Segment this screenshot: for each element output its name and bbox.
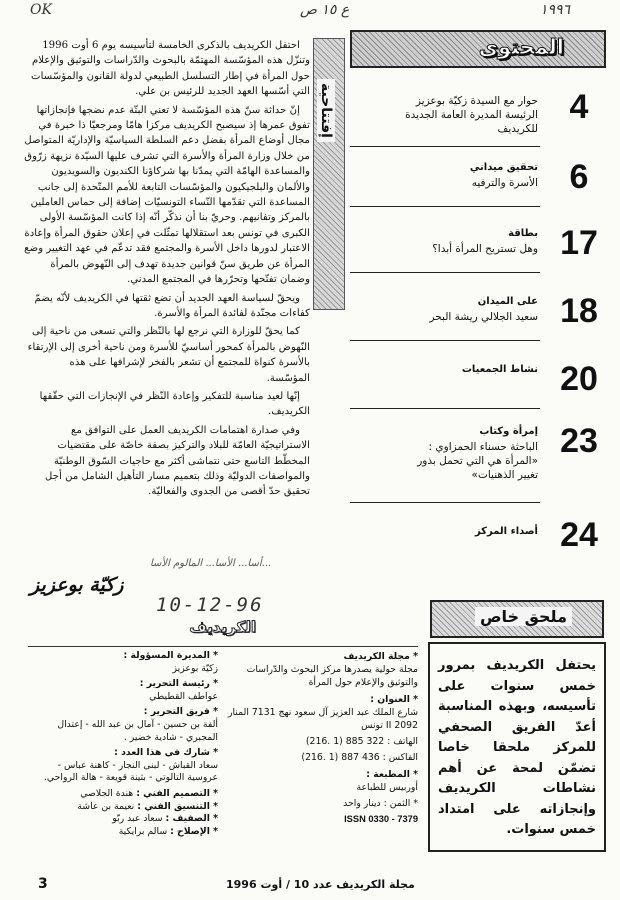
date-stamp: 10-12-96 [156,594,264,616]
colophon-entry [226,797,418,810]
toc-page-number: 18 [560,292,598,330]
toc-divider [350,408,540,409]
issue-reference: مجلة الكريديف عدد 10 / أوت 1996 [226,878,415,891]
supplement-text: يحتفل الكريديف بمرور خمس سنوات على تأسيسه، وبهذه المناسبة أعدّ الفريق الصحفي للمركز ملحقا خاصا تضمّن لمحة عن أهم نشاطات الكريديف وإنجازاته على امتداد خمس سنوات. [428,642,606,852]
page-number: 3 [38,876,48,892]
toc-line-text: للكريديف [497,123,538,135]
colophon-entry [226,768,418,794]
colophon-value: * الثمن : دينار واحد [343,798,418,810]
colophon-entry [226,751,418,764]
signature-scribble: أسا... الأسا... المالوم الأسا... [150,558,272,569]
toc-line-text: الأسرة والترفيه [471,177,538,189]
toc-divider [350,340,540,341]
handwritten-note-mid: ع ١٥ ص [300,2,350,18]
colophon-entry [32,650,218,675]
toc-category: أصداء المركز [474,526,538,537]
contents-header [350,30,606,68]
toc-line-text: الباحثة حسناء الحمزاوي : [428,441,538,453]
supplement-header [430,600,604,638]
toc-category: إمرأة وكتاب [479,426,538,437]
toc-page-number: 17 [560,224,598,262]
colophon-publisher-info [226,650,418,826]
colophon-label: * الإصلاح : [170,825,218,837]
editorial-paragraph: كما يحقّ للوزارة التي نرجع لها بالنّظر والتي تسعى من ناحية إلى النّهوض بالمرأة كمحور أساسيّ للأسرة ومن ناحية أخرى إلى الإرتقاء بالأسرة كنواة للمجتمع أن تشعر بالفخر لإشرافها على هذه المؤسّسة. [27,326,310,384]
contents-list [350,74,602,554]
colophon-label: * العنوان : [370,693,418,705]
editorial-paragraph: إنّ حداثة سنّ هذه المؤسّسة لا تعني البتّة عدم نضجها فإنجازاتها تفوق عمرها إذ سيصبح الكريديف مركزا هامّا ومرجعيّا ذا خبرة في مجال أوضاع المرأة بفضل دعم السلطة السياسيّة والإداريّة المتواصل من خلال وزارة المرأة والأسرة التي تشرف عليها السيّدة نزيهة زرّوق والمساعدة الهامّة التي يمدّنا بها شركاؤنا الكنديون والسويديون والألمان والبلجيكيون والمؤسّسات التابعة للأمم المتّحدة إلى جانب المساعدة التي تقدّمها النّساء التونسيّات إضافة إلى حماس العاملين بالمركز وتفانيهم. وحريّ بنا أن نذكّر أنّه إذا كانت المؤسّسة الأولى الكبرى في تونس بعد استقلالها تمثّلت في إعلان حقوق المرأة وإعادة الاعتبار لدورها داخل الأسرة والمجتمع فقد تدعّم في عهد التغيير وضع المرأة عن طريق سنّ قوانين جديدة تهدف إلى النّهوض بالمرأة وضمان تفتّحها وتحرّرها في المجتمع المدني. [24,104,310,286]
supplement-title: ملحق خاص [475,607,572,626]
colophon-value: الفاكس : 436 887 (1 .216) [301,752,418,764]
colophon-staff-info [32,650,218,838]
colophon-label: * شارك في هذا العدد : [114,747,218,759]
colophon-label: * التنسيق الفني : [137,800,218,812]
toc-divider [350,206,540,207]
toc-page-number: 20 [560,360,598,398]
colophon-entry [226,735,418,748]
issn-number: ISSN 0330 - 7379 [344,814,418,825]
toc-line-text: وهل تستريح المرأة أبدا؟ [432,243,538,255]
colophon-value: زكيّة بوعزيز [172,662,218,674]
toc-line-text: تغيير الذهنيات» [471,469,538,481]
colophon-label: * المديرة المسؤولة : [123,650,218,661]
colophon-label: * فريق التحرير : [143,706,218,718]
toc-divider [350,146,540,147]
colophon-value: سعاد عبد ربّو [112,813,163,825]
colophon-value: أوربيس للطباعة [356,781,418,793]
toc-page-number: 24 [560,516,598,554]
colophon-value: هندة الجلاصي [80,787,134,799]
handwritten-note-right: ١٩٩٦ [540,2,571,18]
colophon-label: * مجلة الكريديف [343,651,418,662]
colophon-entry [32,813,218,826]
toc-category: بطاقة [508,228,538,239]
colophon-value: الهاتف : 322 885 (1 .216) [305,736,418,748]
colophon-value: نعيمة بن عاشة [77,800,135,812]
colophon-entry [32,678,218,703]
toc-page-number: 6 [569,158,589,196]
editorial-strip-label: إفتتاحية [317,79,335,142]
colophon-value: مجلة حولية يصدرها مركز البحوث والدّراسات والتوثيق والإعلام حول المرأة [246,664,418,689]
colophon-entry [32,747,218,785]
magazine-logo: الكريديف [189,618,256,636]
toc-page-number: 23 [560,422,598,460]
toc-divider [350,502,540,503]
toc-category: نشاط الجمعيات [461,364,538,375]
toc-line-text: سعيد الجلالي ريشة البحر [429,311,538,323]
editorial-paragraph: وفي صدارة اهتمامات الكريديف العمل على التوافق مع الاستراتيجيّة العامّة للبلاد والتركيز بصفة خاصّة على مقتضيات المخطّط التاسع حتى نتماشى أكثر مع حاجيات السّوق الوطنيّة والمواصفات الدوليّة وذلك بتعميم مسار التأهيل الشامل من أجل تحقيق حدّ أقصى من الجدوى والفعاليّة. [45,424,310,498]
colophon-entry [32,826,218,839]
editorial-paragraph: احتفل الكريديف بالذكرى الخامسة لتأسيسه يوم 6 أوت 1996 وتنزّل هذه المؤسّسة المهتمّة بالبحوث والدّراسات والتوثيق والإعلام حول المرأة في إطار التسلسل الطبيعي لدولة القانون والمؤسّسات التي أسّسها العهد الجديد للرئيس بن علي. [31,40,310,98]
toc-category: تحقيق ميداني [469,162,538,173]
colophon-entry [32,801,218,814]
colophon-value: ألفة بن حسين - آمال بن عبد الله - إعتدال المجبري - شادية خضير . [57,718,218,743]
signature: زكيّة بوعزيز [30,574,124,596]
colophon-entry [32,706,218,744]
colophon-label: * التصميم الفني : [136,787,218,799]
colophon-label: * الصفيف : [165,813,218,825]
toc-line-text: حوار مع السيدة زكيّة بوعزيز [415,95,538,107]
editorial-column [24,38,310,503]
handwritten-note-left: OK [30,2,52,18]
contents-title: المحتوى [478,35,564,59]
editorial-strip [313,38,345,310]
toc-divider [350,272,540,273]
colophon-value: سالم برايكية [118,825,168,837]
colophon-label: * رئيسة التحرير : [139,678,218,690]
toc-category: على الميدان [477,296,538,307]
toc-line-text: الرئيسة المديرة العامة الجديدة [405,109,538,121]
colophon-entry [32,788,218,801]
colophon-value: شارع الملك عبد العزيز آل سعود نهج 7131 المنار II 2092 تونس [227,706,418,732]
colophon-label: * المطبعة : [366,768,418,780]
toc-page-number: 4 [569,88,589,126]
colophon-entry [226,650,418,690]
colophon-entry [226,693,418,733]
colophon-value: عواطف القطيطي [149,690,218,702]
editorial-paragraph: ويحقّ لسياسة العهد الجديد أن تضع ثقتها في الكريديف لأنّه يضمّ كفاءات مجنّدة لفائدة المرأة والأسرة. [34,292,310,319]
colophon-value: سعاد القباش - لبنى النجار - كاهنة عباس - عروسية التالوتي - بثينة قويعة - هالة الرواحي. [43,759,218,784]
toc-line-text: «المرأة هي التي تحمل بذور [417,455,538,467]
editorial-paragraph: إنّها لعيد مناسبة للتفكير وإعادة النّظر في الإنجازات التي حقّقها الكريديف. [39,390,310,418]
colophon-divider [28,646,418,647]
